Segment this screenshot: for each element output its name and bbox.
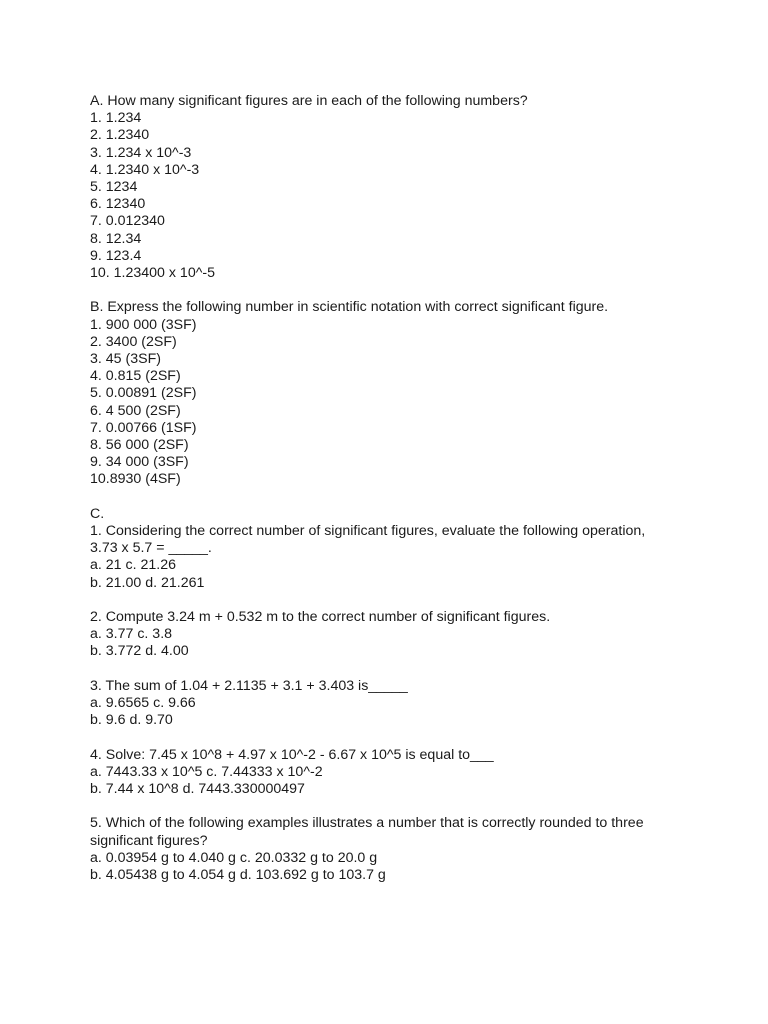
section-b-heading: B. Express the following number in scientific notation with correct significant figure.: [90, 299, 609, 316]
section-b-item-2: 2. 3400 (2SF): [90, 333, 177, 350]
question-5-choices-ac: a. 0.03954 g to 4.040 g c. 20.0332 g to 20.0 g: [90, 849, 378, 866]
section-a-item-9: 9. 123.4: [90, 247, 142, 264]
spacer: [90, 489, 730, 506]
section-a-item-1: 1. 1.234: [90, 110, 142, 127]
question-1-choices-bd: b. 21.00 d. 21.261: [90, 574, 205, 591]
section-b: [90, 299, 730, 488]
question-5-choices-bd: b. 4.05438 g to 4.054 g d. 103.692 g to 103.7 g: [90, 867, 386, 884]
section-c: [90, 506, 730, 884]
spacer: [90, 592, 730, 609]
question-1-stem: 1. Considering the correct number of significant figures, evaluate the following operation,: [90, 523, 646, 540]
spacer: [90, 282, 730, 299]
question-2-stem: 2. Compute 3.24 m + 0.532 m to the correct number of significant figures.: [90, 609, 551, 626]
question-3-choices-ac: a. 9.6565 c. 9.66: [90, 695, 196, 712]
section-b-item-9: 9. 34 000 (3SF): [90, 454, 189, 471]
question-3: [90, 678, 730, 730]
question-4-stem: 4. Solve: 7.45 x 10^8 + 4.97 x 10^-2 - 6.67 x 10^5 is equal to___: [90, 746, 494, 763]
question-2: [90, 609, 730, 661]
section-b-item-1: 1. 900 000 (3SF): [90, 316, 197, 333]
question-4-choices-bd: b. 7.44 x 10^8 d. 7443.330000497: [90, 781, 305, 798]
section-a-heading: A. How many significant figures are in each of the following numbers?: [90, 93, 528, 109]
question-5: [90, 815, 730, 884]
question-4: [90, 747, 730, 799]
section-b-item-4: 4. 0.815 (2SF): [90, 368, 181, 385]
worksheet-page: [90, 93, 730, 884]
section-b-item-6: 6. 4 500 (2SF): [90, 402, 181, 419]
section-b-item-10: 10.8930 (4SF): [90, 471, 181, 488]
question-2-choices-bd: b. 3.772 d. 4.00: [90, 643, 189, 660]
question-1-expression: 3.73 x 5.7 = _____.: [90, 540, 212, 557]
question-3-stem: 3. The sum of 1.04 + 2.1135 + 3.1 + 3.403 is_____: [90, 677, 408, 694]
question-2-choices-ac: a. 3.77 c. 3.8: [90, 626, 173, 643]
section-c-heading: C.: [90, 505, 105, 522]
section-a: [90, 93, 730, 282]
section-b-item-7: 7. 0.00766 (1SF): [90, 419, 197, 436]
question-1: [90, 523, 730, 592]
section-a-item-10: 10. 1.23400 x 10^-5: [90, 265, 215, 282]
section-a-item-8: 8. 12.34: [90, 230, 142, 247]
question-5-stem: 5. Which of the following examples illustrates a number that is correctly rounded to three significant figures?: [90, 815, 644, 849]
spacer: [90, 661, 730, 678]
spacer: [90, 729, 730, 746]
section-a-item-5: 5. 1234: [90, 179, 138, 196]
section-a-item-7: 7. 0.012340: [90, 213, 165, 230]
section-b-item-5: 5. 0.00891 (2SF): [90, 385, 197, 402]
section-a-item-3: 3. 1.234 x 10^-3: [90, 144, 192, 161]
section-a-item-2: 2. 1.2340: [90, 127, 150, 144]
question-1-choices-ac: a. 21 c. 21.26: [90, 557, 176, 574]
section-b-item-8: 8. 56 000 (2SF): [90, 437, 189, 454]
question-3-choices-bd: b. 9.6 d. 9.70: [90, 712, 173, 729]
question-4-choices-ac: a. 7443.33 x 10^5 c. 7.44333 x 10^-2: [90, 763, 323, 780]
section-b-item-3: 3. 45 (3SF): [90, 351, 161, 368]
section-a-item-6: 6. 12340: [90, 196, 146, 213]
spacer: [90, 798, 730, 815]
section-a-item-4: 4. 1.2340 x 10^-3: [90, 161, 200, 178]
